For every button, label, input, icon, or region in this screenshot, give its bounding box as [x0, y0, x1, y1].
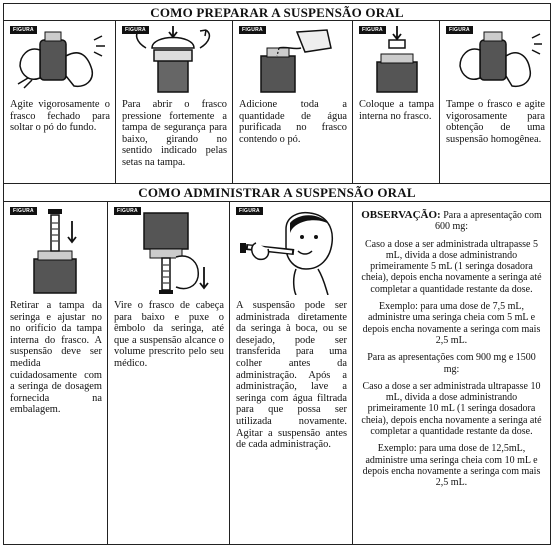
prepare-steps-row: [4, 21, 550, 183]
administer-header: COMO ADMINISTRAR A SUSPENSÃO ORAL: [4, 183, 550, 202]
observation-paragraph-1: Para a apresentação com 600 mg:: [434, 210, 542, 233]
prepare-step-1-text: Agite vigorosamente o frasco fechado para soltar o pó do fundo.: [10, 99, 110, 134]
administer-step-3-text: A suspensão pode ser administrada diretamente da seringa à boca, ou se desejado, pode ser transferida para uma colher antes da administração. Após a administração, lave a seringa com água filtrada para que possa ser utilizada novamente. Agitar a suspensão antes de cada administração.: [236, 300, 347, 451]
observation-paragraph-4: Para as apresentações com 900 mg e 1500 mg:: [367, 352, 536, 375]
observation-paragraph-3: Exemplo: para uma dose de 7,5 mL, administre uma seringa cheia com 5 mL e depois encha novamente a seringa com mais 2,5 mL.: [362, 301, 541, 346]
prepare-step-1: [4, 21, 116, 183]
prepare-header: COMO PREPARAR A SUSPENSÃO ORAL: [4, 4, 550, 21]
shake-bottle-illustration: [10, 26, 109, 94]
prepare-step-4-text: Coloque a tampa interna no frasco.: [359, 99, 434, 122]
prepare-step-2: [116, 21, 233, 183]
inner-cap-illustration: [359, 26, 433, 94]
shake-bottle-icon: [10, 26, 110, 94]
pour-water-illustration: [239, 26, 346, 94]
figure-tag: FIGURA: [10, 207, 37, 215]
syringe-in-bottle-icon: [10, 207, 102, 295]
observation-panel: [353, 202, 550, 544]
observation-text: [359, 210, 544, 495]
syringe-bottle-illustration: [10, 207, 101, 295]
pour-water-icon: [239, 26, 347, 94]
instruction-sheet: [3, 3, 551, 545]
figure-tag: FIGURA: [359, 26, 386, 34]
inner-cap-icon: [359, 26, 435, 94]
figure-tag: FIGURA: [236, 207, 263, 215]
observation-paragraph-5: Caso a dose a ser administrada ultrapasse 10 mL, divida a dose administrando primeiramente 10 mL (1 seringa dosadora cheia), depois encha novamente a seringa até completar a quantidade restante da dose.: [361, 380, 542, 438]
figure-tag: FIGURA: [114, 207, 141, 215]
prepare-step-5-text: Tampe o frasco e agite vigorosamente para obtenção de uma suspensão homogênea.: [446, 99, 545, 145]
observation-paragraph-6: Exemplo: para uma dose de 12,5mL, administre uma seringa cheia com 10 mL e depois encha novamente a seringa com mais 2,5 mL.: [362, 443, 541, 489]
prepare-step-3: [233, 21, 353, 183]
child-dosing-illustration: [236, 207, 346, 295]
cap-and-shake-illustration: [446, 26, 544, 94]
inverted-bottle-illustration: [114, 207, 223, 295]
prepare-step-4: [353, 21, 440, 183]
open-cap-icon: [122, 26, 227, 94]
open-cap-illustration: [122, 26, 226, 94]
administer-step-3: [230, 202, 353, 544]
figure-tag: FIGURA: [239, 26, 266, 34]
administer-steps-row: [4, 202, 550, 544]
observation-paragraph-2: Caso a dose a ser administrada ultrapasse 5 mL, divida a dose administrando primeiramente 5 mL (1 seringa dosadora cheia), depois encha novamente a seringa até completar a quantidade restante da dose.: [361, 238, 542, 295]
child-syringe-icon: [236, 207, 347, 295]
figure-tag: FIGURA: [10, 26, 37, 34]
prepare-step-2-text: Para abrir o frasco pressione fortemente a tampa de segurança para baixo, girando no sentido indicado pelas setas na tampa.: [122, 99, 227, 168]
figure-tag: FIGURA: [122, 26, 149, 34]
shake-bottle-icon: [446, 26, 544, 94]
observation-label: OBSERVAÇÃO:: [361, 209, 441, 221]
figure-tag: FIGURA: [446, 26, 473, 34]
administer-step-2: [108, 202, 230, 544]
prepare-step-5: [440, 21, 550, 183]
administer-step-2-text: Vire o frasco de cabeça para baixo e puxe o êmbolo da seringa, até que a suspensão alcance o volume prescrito pelo seu médico.: [114, 300, 224, 369]
prepare-step-3-text: Adicione toda a quantidade de água purificada no frasco contendo o pó.: [239, 99, 347, 145]
administer-step-1-text: Retirar a tampa da seringa e ajustar no no orifício da tampa interna do frasco. A suspensão deve ser medida cuidadosamente com a seringa de dosagem fornecida na embalagem.: [10, 300, 102, 416]
inverted-bottle-syringe-icon: [114, 207, 224, 295]
administer-step-1: [4, 202, 108, 544]
